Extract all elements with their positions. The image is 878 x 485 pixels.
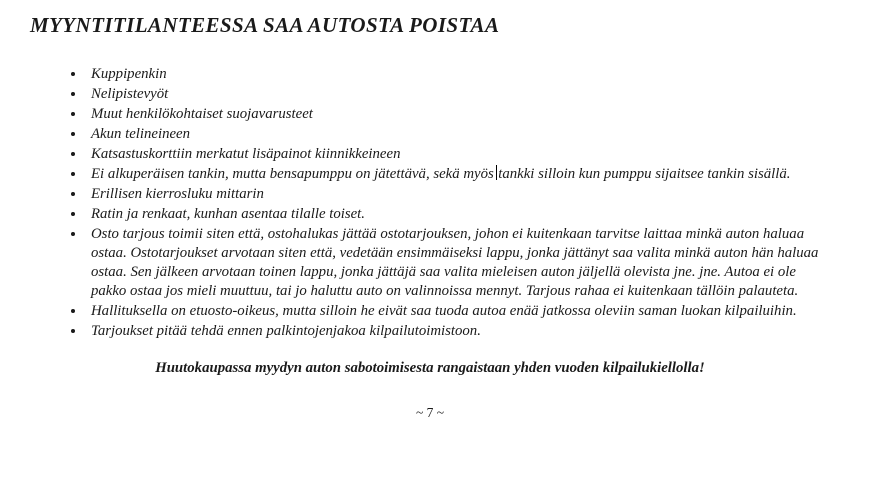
list-item-text: Ei alkuperäisen tankin, mutta bensapumppu on jätettävä, sekä myös — [91, 166, 494, 183]
list-item-text: Akun telineineen — [91, 126, 191, 143]
list-item-text: tankki silloin kun pumppu sijaitsee tankin sisällä. — [498, 166, 791, 183]
list-item-text: Kuppipenkin — [91, 66, 167, 83]
list-item — [86, 124, 822, 144]
document-title: MYYNTITILANTEESSA SAA AUTOSTA POISTAA — [30, 13, 500, 37]
page-number: ~ 7 ~ — [415, 405, 445, 421]
list-item — [86, 84, 822, 104]
list-item — [86, 321, 822, 341]
list-item — [86, 204, 822, 224]
bullet-list — [30, 64, 822, 341]
list-item — [86, 104, 822, 124]
list-item — [86, 224, 822, 301]
list-item-with-caret — [86, 164, 822, 184]
list-item-text: Tarjoukset pitää tehdä ennen palkintojenjakoa kilpailutoimistoon. — [91, 323, 481, 340]
list-item-text: Erillisen kierrosluku mittarin — [91, 186, 264, 203]
list-item-text: Ratin ja renkaat, kunhan asentaa tilalle toiset. — [91, 206, 365, 223]
list-item-text: Muut henkilökohtaiset suojavarusteet — [91, 106, 313, 123]
list-item — [86, 144, 822, 164]
list-item-text: Nelipistevyöt — [91, 86, 169, 103]
list-item — [86, 301, 822, 321]
list-item-text: Katsastuskorttiin merkatut lisäpainot kiinnikkeineen — [91, 146, 401, 163]
list-item-text: Hallituksella on etuosto-oikeus, mutta silloin he eivät saa tuoda autoa enää jatkossa oleviin saman luokan kilpailuihin. — [91, 303, 797, 320]
list-item-text: Osto tarjous toimii siten että, ostohalukas jättää ostotarjouksen, johon ei kuitenkaan tarvitse laittaa minkä auton haluaa ostaa. Ostotarjoukset arvotaan siten että, vedetään ensimmäiseksi lappu, jonka jättänyt saa valita minkä auton hän haluaa ostaa. Sen jälkeen arvotaan toinen lappu, jonka jättäjä saa valita mieleisen auton jäljellä olevista jne. jne. Autoa ei ole pakko ostaa jos mieli muuttuu, tai jo haluttu auto on valinnoissa mennyt. Tarjous rahaa ei kuitenkaan tällöin palauteta. — [91, 226, 819, 300]
list-item — [86, 64, 822, 84]
list-item — [86, 184, 822, 204]
auction-warning-note: Huutokaupassa myydyn auton sabotoimisesta rangaistaan yhden vuoden kilpailukiellolla! — [155, 360, 705, 377]
